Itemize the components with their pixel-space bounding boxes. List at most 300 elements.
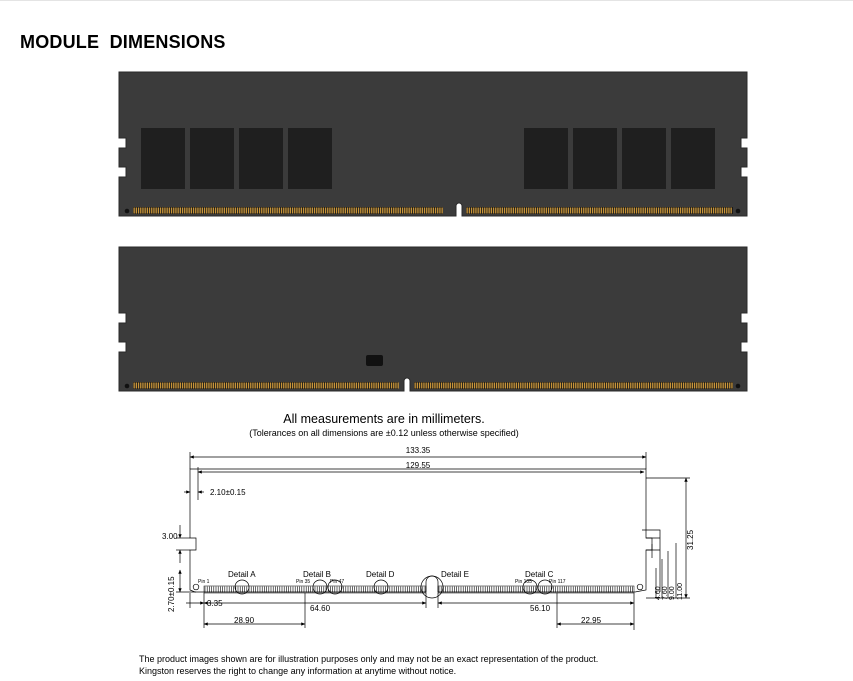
disclaimer-line-2: Kingston reserves the right to change any information at anytime without notice. [139,666,457,676]
gold-pin [714,383,715,389]
dim-height: 31.25 [686,529,695,550]
gold-pin [669,208,670,214]
gold-pin [504,208,505,214]
gold-pin [158,383,159,389]
page-title: MODULE DIMENSIONS [20,32,226,52]
gold-pin [380,208,381,214]
gold-pin [270,208,271,214]
gold-pin [314,208,315,214]
gold-pin [358,383,359,389]
gold-pin [570,208,571,214]
gold-pin [459,383,460,389]
gold-pin [351,208,352,214]
gold-pin [533,208,534,214]
gold-pin [274,208,275,214]
gold-pin [393,208,394,214]
gold-pin [423,383,424,389]
gold-pin [498,383,499,389]
gold-pin [387,383,388,389]
gold-pin [420,208,421,214]
gold-pin [667,208,668,214]
gold-pin [178,383,179,389]
dim-overall-length: 133.35 [405,446,431,455]
gold-pin [186,208,187,214]
gold-pin [204,383,205,389]
gold-pin [616,208,617,214]
gold-pin [345,208,346,214]
gold-pin [586,383,587,389]
gold-pin [618,208,619,214]
gold-pin [546,208,547,214]
gold-pin [206,383,207,389]
gold-pin [329,383,330,389]
dim-right-segment: 22.95 [581,616,602,625]
gold-pin [307,383,308,389]
gold-pin [643,383,644,389]
gold-pin [138,383,139,389]
gold-pin [235,208,236,214]
gold-pin [536,383,537,389]
gold-pin [362,383,363,389]
gold-pin [182,208,183,214]
gold-pin [145,208,146,214]
gold-pin [682,208,683,214]
gold-pin [722,208,723,214]
gold-pin [250,383,251,389]
dim-edge-to-pin1: 3.35 [207,599,223,608]
gold-pin [294,208,295,214]
mount-hole [637,584,643,590]
gold-pin [266,383,267,389]
gold-pin [430,383,431,389]
gold-pin [671,208,672,214]
gold-pin [456,383,457,389]
gold-pin [367,383,368,389]
gold-pin [624,383,625,389]
gold-pin [639,383,640,389]
gold-pin [709,208,710,214]
gold-pin [492,383,493,389]
gold-pin [573,383,574,389]
dim-h2: 7.60 [662,586,669,600]
gold-pin [169,208,170,214]
gold-pin [215,383,216,389]
gold-pin [211,208,212,214]
pin-47-label: Pin 47 [330,579,345,585]
gold-pin [471,208,472,214]
gold-pin [480,208,481,214]
gold-pin [162,383,163,389]
gold-pin [323,208,324,214]
mount-hole [736,209,741,214]
gold-pin [621,208,622,214]
gold-pin [184,208,185,214]
gold-pin [202,383,203,389]
gold-pin [332,208,333,214]
gold-pin [202,208,203,214]
gold-pin [257,383,258,389]
gold-pin [294,383,295,389]
gold-pin [487,383,488,389]
gold-pin [389,208,390,214]
gold-pin [496,383,497,389]
dim-key-to-end: 56.10 [530,604,551,613]
gold-pin [327,208,328,214]
gold-pin [217,208,218,214]
gold-pin [522,208,523,214]
gold-pin [435,208,436,214]
gold-pin [191,208,192,214]
gold-pin [627,208,628,214]
gold-pin [195,208,196,214]
dim-h1: 4.60 [655,586,662,600]
gold-pin [585,208,586,214]
gold-pin [382,208,383,214]
gold-pin [482,208,483,214]
gold-pin [527,383,528,389]
gold-pin [701,383,702,389]
gold-pin [526,208,527,214]
gold-pin [334,208,335,214]
gold-pin [717,208,718,214]
gold-pin [434,383,435,389]
gold-pin [665,383,666,389]
gold-pin [584,383,585,389]
gold-pin [638,208,639,214]
gold-pin [384,383,385,389]
gold-pin [448,383,449,389]
gold-pin [263,208,264,214]
gold-pin [409,208,410,214]
gold-pin [563,208,564,214]
gold-pin [625,208,626,214]
gold-pin [151,383,152,389]
gold-pin [539,208,540,214]
gold-pin [507,383,508,389]
gold-pin [621,383,622,389]
gold-pin [338,383,339,389]
gold-pin [325,383,326,389]
gold-pin [153,383,154,389]
gold-pin [626,383,627,389]
gold-pin [702,208,703,214]
gold-pin [443,383,444,389]
gold-pin [601,208,602,214]
gold-pin [193,208,194,214]
pcb-back [119,247,747,391]
gold-pin [494,383,495,389]
gold-pin [380,383,381,389]
gold-pin [274,383,275,389]
gold-pin [511,383,512,389]
gold-pin [658,208,659,214]
gold-pin [715,208,716,214]
gold-pin [367,208,368,214]
detail-c-label: Detail C [525,570,554,579]
gold-pin [136,208,137,214]
gold-pin [393,383,394,389]
gold-pin [493,208,494,214]
gold-pin [406,208,407,214]
gold-pin [553,383,554,389]
gold-pin [551,383,552,389]
gold-pin [478,208,479,214]
gold-pin [391,208,392,214]
gold-pin [224,208,225,214]
gold-pin [336,383,337,389]
gold-pin [713,208,714,214]
chip [288,128,332,189]
gold-pin [489,383,490,389]
gold-pin [547,383,548,389]
gold-pin [272,383,273,389]
gold-pin [178,208,179,214]
gold-pin [421,383,422,389]
dim-side-notch: 3.00 [162,532,178,541]
gold-pin [700,208,701,214]
gold-pin [334,383,335,389]
gold-pin [303,383,304,389]
gold-pin [411,208,412,214]
gold-pin [301,383,302,389]
gold-pin [439,383,440,389]
gold-pin [542,383,543,389]
gold-pin [594,208,595,214]
gold-pin [654,383,655,389]
gold-pin [550,208,551,214]
top-rule [0,0,853,1]
gold-pin [693,208,694,214]
gold-pin [140,208,141,214]
gold-pin [215,208,216,214]
chip [190,128,234,189]
dim-thickness: 2.70±0.15 [167,576,176,612]
gold-pin [428,383,429,389]
gold-pin [156,383,157,389]
gold-pin [266,208,267,214]
pin-117-label: Pin 117 [549,579,566,585]
gold-pin [169,383,170,389]
gold-pin [592,208,593,214]
gold-pin [307,208,308,214]
dim-h3: 9.00 [669,586,676,600]
gold-pin [473,208,474,214]
gold-pin [612,208,613,214]
gold-pin [222,208,223,214]
gold-pin [419,383,420,389]
gold-pin [263,383,264,389]
gold-pin [602,383,603,389]
gold-pin [572,208,573,214]
gold-pin [237,383,238,389]
module-front-view [0,68,853,228]
gold-pin [142,208,143,214]
gold-pin [559,208,560,214]
gold-pin [668,383,669,389]
gold-pin [613,383,614,389]
gold-pin [652,383,653,389]
gold-pin [261,383,262,389]
gold-pin [437,383,438,389]
gold-pin [283,208,284,214]
gold-pin [246,208,247,214]
gold-pin [362,208,363,214]
gold-pin [189,208,190,214]
gold-pin [413,208,414,214]
gold-pin [557,208,558,214]
gold-pin [517,208,518,214]
gold-pin [696,383,697,389]
gold-pin [537,208,538,214]
gold-pin [204,208,205,214]
gold-pin [441,383,442,389]
gold-pin [160,208,161,214]
gold-pin [252,383,253,389]
chip [573,128,617,189]
gold-pin [662,208,663,214]
mount-hole [125,209,130,214]
gold-pin [597,383,598,389]
gold-pin [211,383,212,389]
gold-pin [136,383,137,389]
gold-pin [595,383,596,389]
gold-pin [164,383,165,389]
gold-pin [296,208,297,214]
gold-pin [465,383,466,389]
gold-pin [632,383,633,389]
gold-pin [681,383,682,389]
gold-pin [544,208,545,214]
gold-pin [347,208,348,214]
gold-pin [695,208,696,214]
gold-pin [439,208,440,214]
gold-pin [648,383,649,389]
gold-pin [246,383,247,389]
gold-pin [261,208,262,214]
gold-pin [635,383,636,389]
gold-pin [277,208,278,214]
gold-pin [607,208,608,214]
gold-pin [703,383,704,389]
module-outline [190,469,652,592]
gold-pin [373,208,374,214]
gold-pin [502,208,503,214]
gold-pin [255,383,256,389]
gold-pin [426,383,427,389]
gold-pin [577,383,578,389]
dim-key-from-left: 28.90 [234,616,255,625]
gold-pin [349,383,350,389]
gold-pin [729,383,730,389]
detail-d-label: Detail D [366,570,395,579]
gold-pin [564,383,565,389]
gold-pin [292,208,293,214]
gold-pin [731,208,732,214]
gold-pin [354,383,355,389]
gold-pin [186,383,187,389]
gold-pin [691,208,692,214]
gold-pin [596,208,597,214]
gold-pin [634,208,635,214]
gold-pin [134,383,135,389]
gold-pin [140,383,141,389]
gold-pin [516,383,517,389]
gold-pin [400,208,401,214]
gold-pin [647,208,648,214]
gold-pin [663,383,664,389]
gold-pin [426,208,427,214]
gold-pin [153,208,154,214]
gold-pin [716,383,717,389]
gold-pin [217,383,218,389]
dim-pin1-to-key: 64.60 [310,604,331,613]
dim-edge-length: 129.55 [405,461,431,470]
gold-pin [461,383,462,389]
gold-pin [579,208,580,214]
gold-pin [318,208,319,214]
gold-pin [422,208,423,214]
gold-pin [522,383,523,389]
gold-pin [575,383,576,389]
gold-pin [566,208,567,214]
gold-pin [268,383,269,389]
gold-pin [226,208,227,214]
gold-pin [180,208,181,214]
gold-pin [566,383,567,389]
gold-pin [650,383,651,389]
gold-pin [454,383,455,389]
gold-pin [299,208,300,214]
gold-pin [720,208,721,214]
gold-pin [552,208,553,214]
gold-pin [588,208,589,214]
dimension-drawing [0,440,853,640]
gold-pin [257,208,258,214]
gold-pin [603,208,604,214]
gold-pin [327,383,328,389]
gold-pin [244,208,245,214]
gold-pin [184,383,185,389]
gold-pin [281,208,282,214]
pin-105-label: Pin 105 [515,579,532,585]
gold-pin [445,383,446,389]
gold-pin [574,208,575,214]
gold-pin [255,208,256,214]
disclaimer-line-1: The product images shown are for illustration purposes only and may not be an exact representation of the product. [139,654,599,664]
gold-pin [619,383,620,389]
gold-pin [533,383,534,389]
gold-pin [193,383,194,389]
gold-pin [577,208,578,214]
gold-pin [233,383,234,389]
gold-pin [239,383,240,389]
gold-pin [636,208,637,214]
gold-pin [318,383,319,389]
gold-pin [560,383,561,389]
gold-pin [417,208,418,214]
gold-pin [656,208,657,214]
gold-pin [338,208,339,214]
gold-pin [303,208,304,214]
gold-pin [544,383,545,389]
gold-pin [213,208,214,214]
gold-pin [376,383,377,389]
gold-pin [528,208,529,214]
gold-pin [698,383,699,389]
gold-pin [659,383,660,389]
gold-pin [720,383,721,389]
gold-pin [180,383,181,389]
